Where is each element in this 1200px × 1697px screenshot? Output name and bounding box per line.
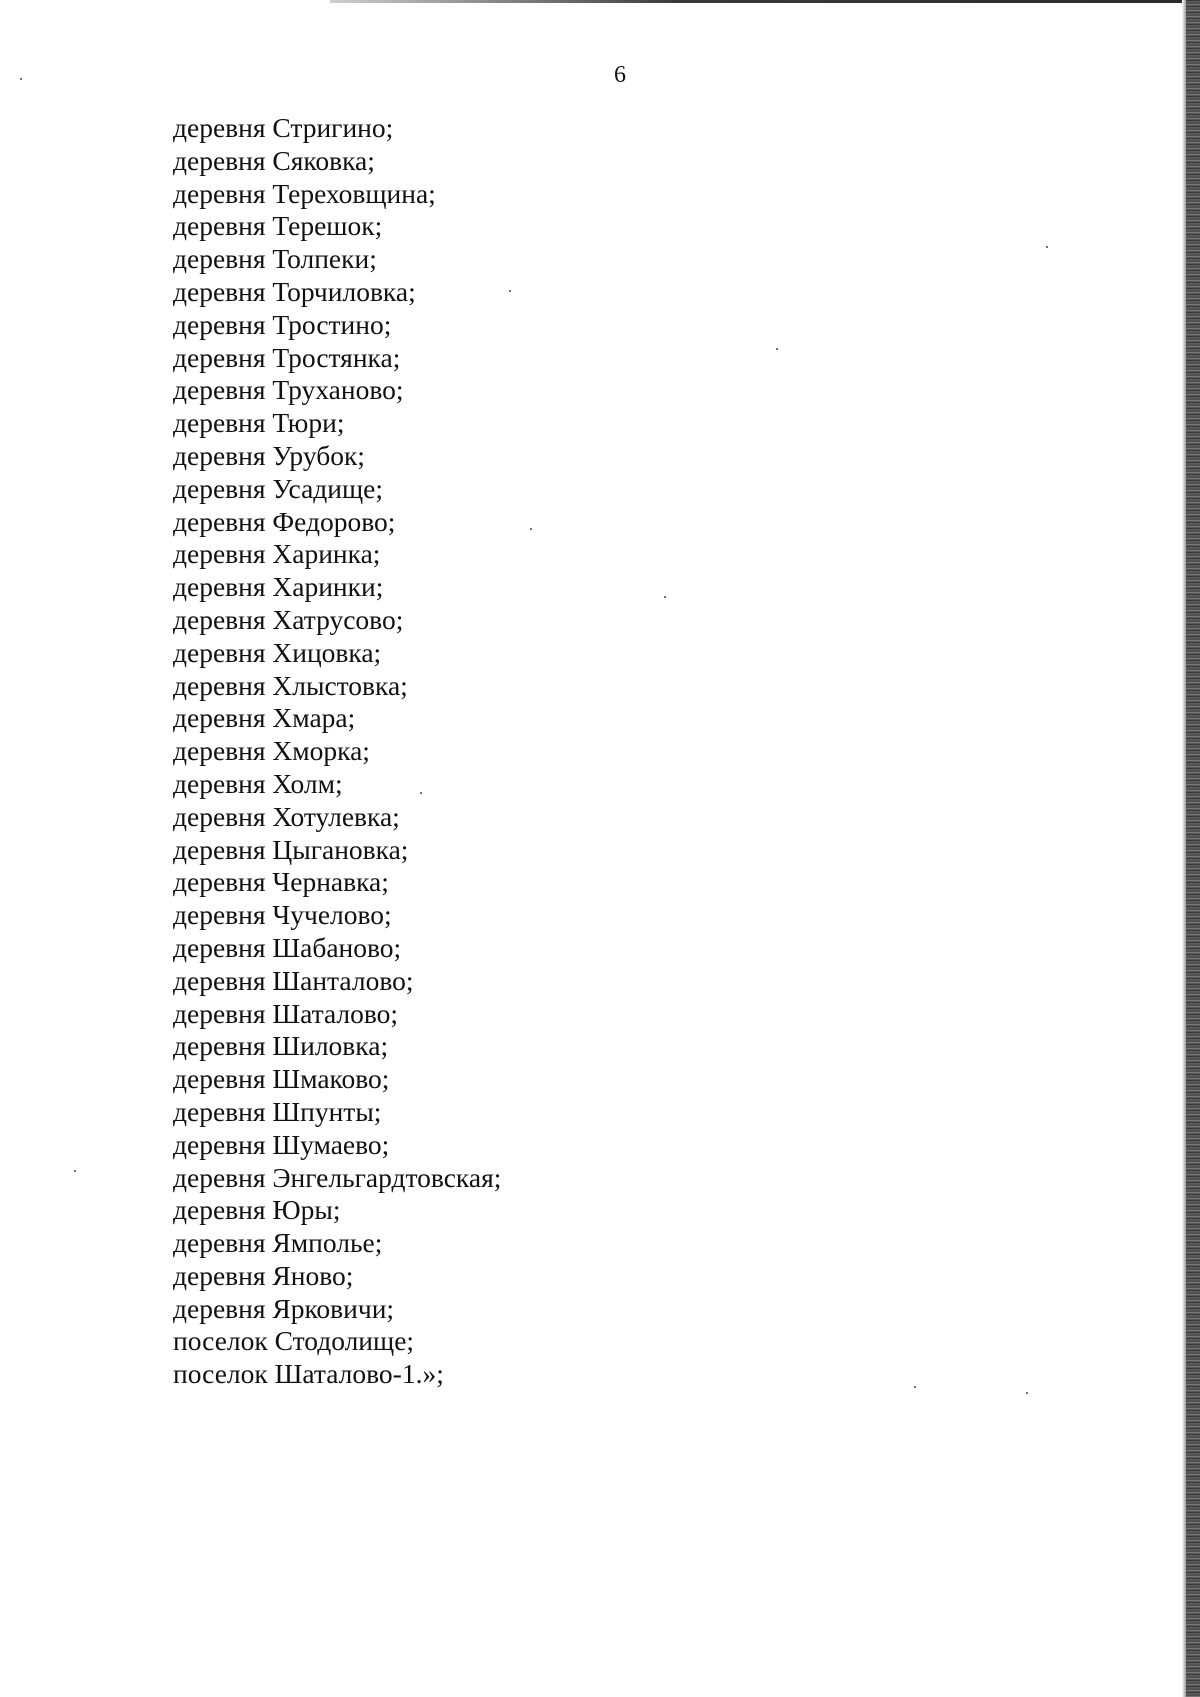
list-item: деревня Хмара; — [173, 702, 356, 734]
list-item: деревня Тюри; — [173, 407, 345, 439]
list-item: деревня Урубок; — [173, 439, 365, 471]
scan-speck — [776, 348, 778, 350]
list-item: деревня Чернавка; — [173, 866, 389, 898]
page-number: 6 — [614, 62, 626, 88]
scan-speck — [1046, 246, 1048, 248]
list-item: деревня Тереховщина; — [173, 177, 436, 209]
list-item: деревня Труханово; — [173, 374, 404, 406]
scan-speck — [1026, 1392, 1028, 1394]
list-item: деревня Шумаево; — [173, 1128, 390, 1160]
list-item: деревня Тростянка; — [173, 341, 401, 373]
list-item: деревня Цыгановка; — [173, 833, 409, 865]
list-item: деревня Шанталово; — [173, 964, 414, 996]
list-item: деревня Шаталово; — [173, 997, 399, 1029]
list-item: деревня Шабаново; — [173, 931, 402, 963]
scan-edge-top — [330, 0, 1200, 3]
list-item: деревня Усадище; — [173, 472, 384, 504]
scan-speck — [914, 1386, 916, 1388]
list-item: деревня Хатрусово; — [173, 603, 404, 635]
scan-speck — [509, 290, 511, 292]
list-item: деревня Чучелово; — [173, 899, 392, 931]
list-item: деревня Шиловка; — [173, 1030, 389, 1062]
list-item: деревня Хотулевка; — [173, 800, 400, 832]
list-item: деревня Ярковичи; — [173, 1292, 395, 1324]
list-item: деревня Толпеки; — [173, 243, 377, 275]
list-item: деревня Хморка; — [173, 735, 370, 767]
list-item: деревня Юры; — [173, 1194, 341, 1226]
list-item: деревня Хлыстовка; — [173, 669, 408, 701]
list-item: деревня Энгельгардтовская; — [173, 1161, 502, 1193]
list-item: деревня Ямполье; — [173, 1227, 383, 1259]
list-item: деревня Харинки; — [173, 571, 384, 603]
scan-speck — [74, 1170, 76, 1172]
list-item: деревня Федорово; — [173, 505, 396, 537]
scan-edge-right — [1186, 0, 1200, 1697]
list-item: поселок Шаталово-1.»; — [173, 1358, 444, 1390]
scan-speck — [530, 528, 532, 530]
list-item: деревня Тростино; — [173, 308, 392, 340]
list-item: деревня Терешок; — [173, 210, 383, 242]
list-item: деревня Харинка; — [173, 538, 381, 570]
settlement-list — [173, 112, 501, 1391]
scan-speck — [664, 596, 666, 598]
list-item: деревня Сяковка; — [173, 144, 375, 176]
list-item: деревня Шпунты; — [173, 1095, 382, 1127]
list-item: деревня Холм; — [173, 767, 343, 799]
list-item: деревня Стригино; — [173, 112, 394, 143]
list-item: деревня Шмаково; — [173, 1063, 390, 1095]
list-item: деревня Торчиловка; — [173, 275, 416, 307]
list-item: деревня Хицовка; — [173, 636, 382, 668]
list-item: деревня Яново; — [173, 1259, 354, 1291]
list-item: поселок Стодолище; — [173, 1325, 415, 1357]
